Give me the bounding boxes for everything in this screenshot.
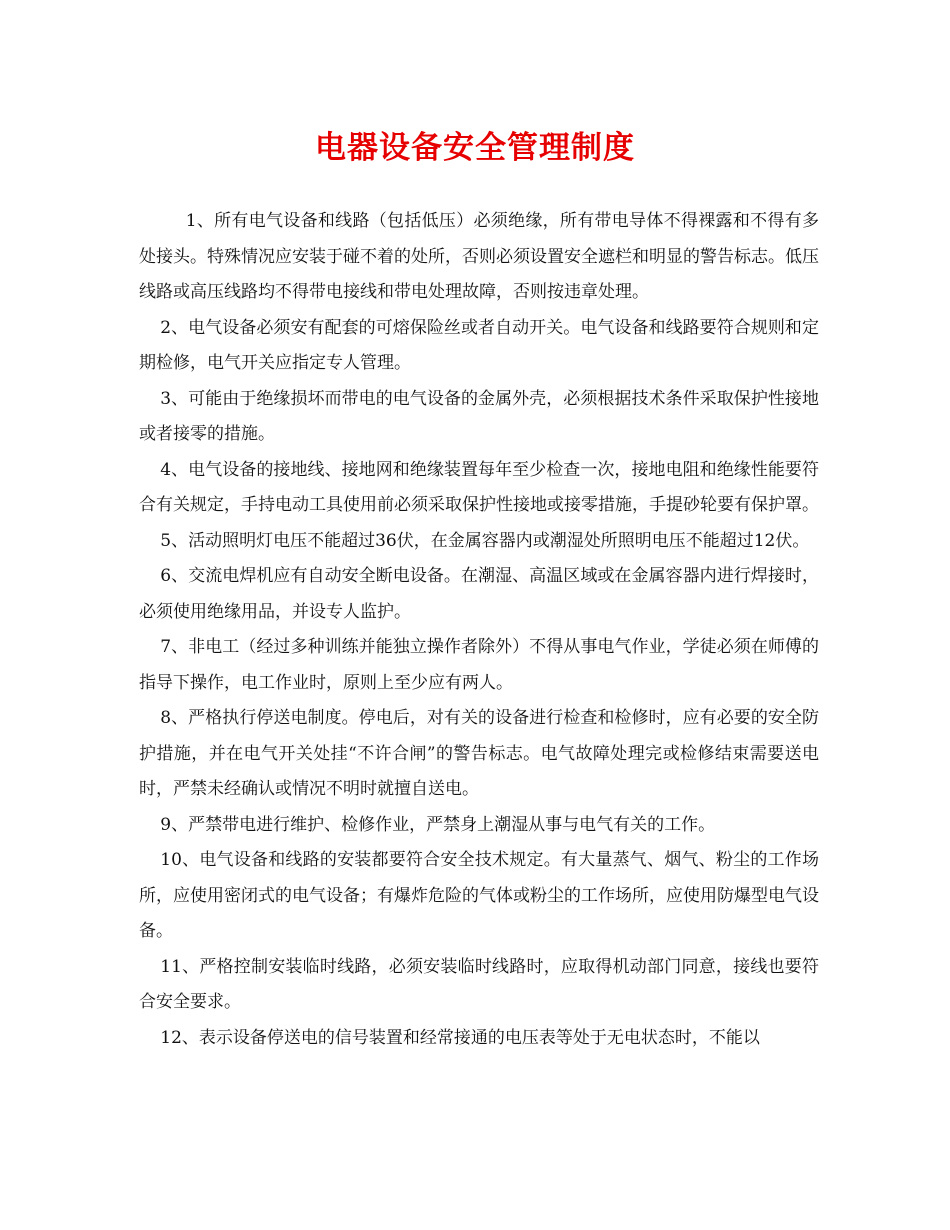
paragraph-1: 1、所有电气设备和线路（包括低压）必须绝缘，所有带电导体不得裸露和不得有多处接头。特殊情况应安装于碰不着的处所，否则必须设置安全遮栏和明显的警告标志。低压线路或高压线路均不得带电接线和带电处理故障，否则按违章处理。 [139,211,819,302]
paragraph-5: 5、活动照明灯电压不能超过36伏，在金属容器内或潮湿处所照明电压不能超过12伏。 [160,530,810,551]
paragraph-6: 6、交流电焊机应有自动安全断电设备。在潮湿、高温区域或在金属容器内进行焊接时，必须使用绝缘用品，并设专人监护。 [139,566,819,622]
paragraph-10: 10、电气设备和线路的安装都要符合安全技术规定。有大量蒸气、烟气、粉尘的工作场所，应使用密闭式的电气设备；有爆炸危险的气体或粉尘的工作场所，应使用防爆型电气设备。 [139,850,819,941]
paragraph-8: 8、严格执行停送电制度。停电后，对有关的设备进行检查和检修时，应有必要的安全防护措施，并在电气开关处挂“不许合闸”的警告标志。电气故障处理完或检修结束需要送电时，严禁未经确认或情况不明时就擅自送电。 [139,708,819,799]
document-body [139,204,819,1056]
paragraph-9: 9、严禁带电进行维护、检修作业，严禁身上潮湿从事与电气有关的工作。 [160,814,716,835]
document-title: 电器设备安全管理制度 [315,130,635,166]
paragraph-4: 4、电气设备的接地线、接地网和绝缘装置每年至少检查一次，接地电阻和绝缘性能要符合有关规定，手持电动工具使用前必须采取保护性接地或接零措施，手提砂轮要有保护罩。 [139,459,819,515]
paragraph-12: 12、表示设备停送电的信号装置和经常接通的电压表等处于无电状态时，不能以 [160,1027,760,1048]
paragraph-3: 3、可能由于绝缘损坏而带电的电气设备的金属外壳，必须根据技术条件采取保护性接地或者接零的措施。 [139,388,819,444]
paragraph-2: 2、电气设备必须安有配套的可熔保险丝或者自动开关。电气设备和线路要符合规则和定期检修，电气开关应指定专人管理。 [139,317,819,373]
paragraph-11: 11、严格控制安装临时线路，必须安装临时线路时，应取得机动部门同意，接线也要符合安全要求。 [139,956,819,1012]
paragraph-7: 7、非电工（经过多种训练并能独立操作者除外）不得从事电气作业，学徒必须在师傅的指导下操作，电工作业时，原则上至少应有两人。 [139,637,819,693]
